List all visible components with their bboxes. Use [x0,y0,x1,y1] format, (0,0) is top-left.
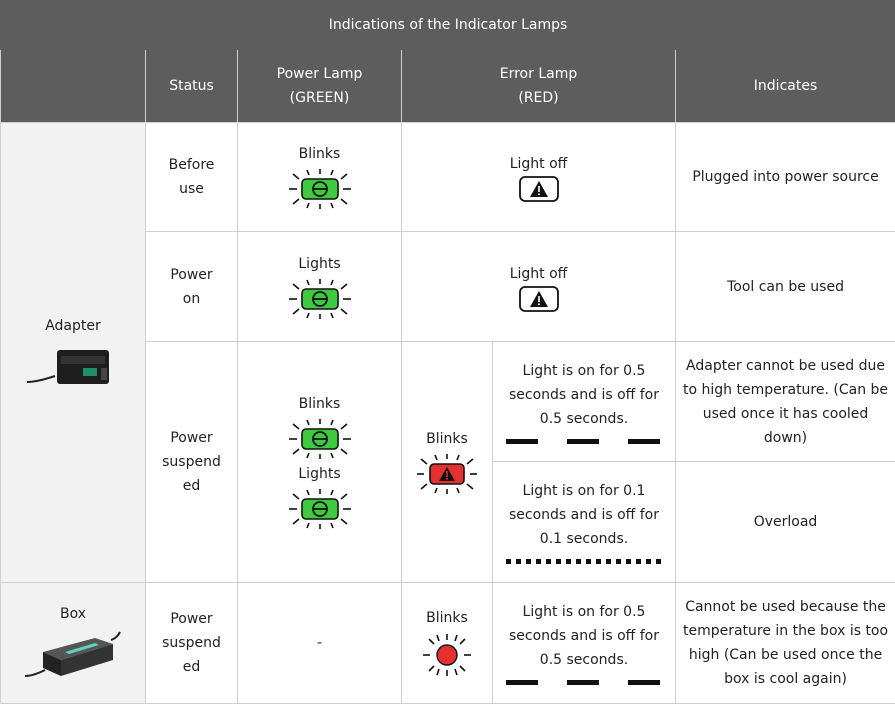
status-box-line2: suspend [162,635,221,651]
error-box-suspended [402,583,493,704]
indicates-box-suspended [676,583,895,704]
pattern-b-line2: seconds and is off for [508,507,659,523]
pattern-box-suspended [493,583,676,704]
pattern-a-line2: seconds and is off for [508,386,659,403]
pattern-suspended-a [493,342,676,462]
slow-blink-pattern-icon [506,678,662,686]
power-before-use [238,123,402,232]
adapter-label: Adapter [45,317,101,334]
indicates-before-use: Plugged into power source [676,123,895,232]
table-title: Indications of the Indicator Lamps [1,1,895,50]
header-error-line1: Error Lamp [499,66,578,82]
red-blinking-lamp-icon [415,451,479,497]
power-suspended [238,342,402,583]
indicates-a-line2: to high temperature. (Can be [683,381,889,398]
status-susp-line2: suspend [162,454,221,470]
error-power-on [402,232,676,342]
status-before-use [146,123,238,232]
error-box-text: Blinks [426,610,468,626]
error-susp-text: Blinks [426,431,468,447]
header-error-line2: (RED) [518,90,559,106]
warning-lamp-icon [519,286,559,312]
status-box-line1: Power [170,611,213,627]
status-suspended [146,342,238,583]
power-susp-b-text: Lights [298,466,341,482]
status-poweron-line2: on [182,290,201,307]
adapter-device-icon [25,342,121,392]
pattern-b-line3: 0.1 seconds. [539,531,629,547]
row-box-suspended [1,583,895,704]
status-before-line2: use [179,181,204,197]
indicates-power-on: Tool can be used [676,232,895,342]
warning-lamp-icon [519,176,559,202]
status-before-line1: Before [168,157,215,173]
header-error-lamp [402,50,676,123]
error-before-text: Light off [509,156,568,172]
status-box-suspended [146,583,238,704]
green-blinking-lamp-icon [285,166,355,212]
status-box-line3: ed [182,659,201,675]
box-device-icon [25,630,121,684]
error-poweron-text: Light off [509,265,568,282]
row-before-use [1,123,895,232]
green-lit-lamp-icon [285,276,355,322]
pattern-box-line1: Light is on for 0.5 [522,604,646,620]
indicates-a-line4: down) [763,429,808,446]
header-indicates: Indicates [676,50,895,123]
status-power-on [146,232,238,342]
header-power-line2: (GREEN) [289,90,350,106]
pattern-box-line3: 0.5 seconds. [539,652,629,668]
green-blinking-lamp-icon [285,416,355,462]
indicates-box-line3: high (Can be used once the [688,647,883,663]
power-poweron-text: Lights [298,255,341,272]
adapter-cell [1,123,146,583]
header-power-lamp [238,50,402,123]
box-cell [1,583,146,704]
power-box-suspended: - [238,583,402,704]
pattern-a-line1: Light is on for 0.5 [522,362,646,379]
power-susp-a-text: Blinks [298,396,341,412]
pattern-a-line3: 0.5 seconds. [539,410,629,427]
slow-blink-pattern-icon [506,437,662,445]
error-before-use [402,123,676,232]
indicates-a-line1: Adapter cannot be used due [686,357,886,374]
pattern-box-line2: seconds and is off for [508,628,659,644]
status-poweron-line1: Power [170,266,213,283]
green-lit-lamp-icon [285,486,355,532]
indicates-suspended-a [676,342,895,462]
header-power-line1: Power Lamp [276,66,363,82]
status-susp-line3: ed [182,478,201,494]
error-suspended [402,342,493,583]
indicates-a-line3: used once it has cooled [702,405,869,422]
indicates-box-line1: Cannot be used because the [685,599,886,615]
title-row [1,1,895,50]
indicates-suspended-b: Overload [676,462,895,583]
status-susp-line1: Power [170,430,213,446]
header-row [1,50,895,123]
power-before-text: Blinks [298,146,341,162]
red-blinking-dot-icon [417,630,477,680]
power-power-on [238,232,402,342]
pattern-b-line1: Light is on for 0.1 [522,483,646,499]
header-blank [1,50,146,123]
box-label: Box [59,606,87,622]
header-status: Status [146,50,238,123]
fast-blink-pattern-icon [506,557,662,565]
pattern-suspended-b [493,462,676,583]
indicates-box-line4: box is cool again) [724,671,847,687]
indicates-box-line2: temperature in the box is too [682,623,889,639]
